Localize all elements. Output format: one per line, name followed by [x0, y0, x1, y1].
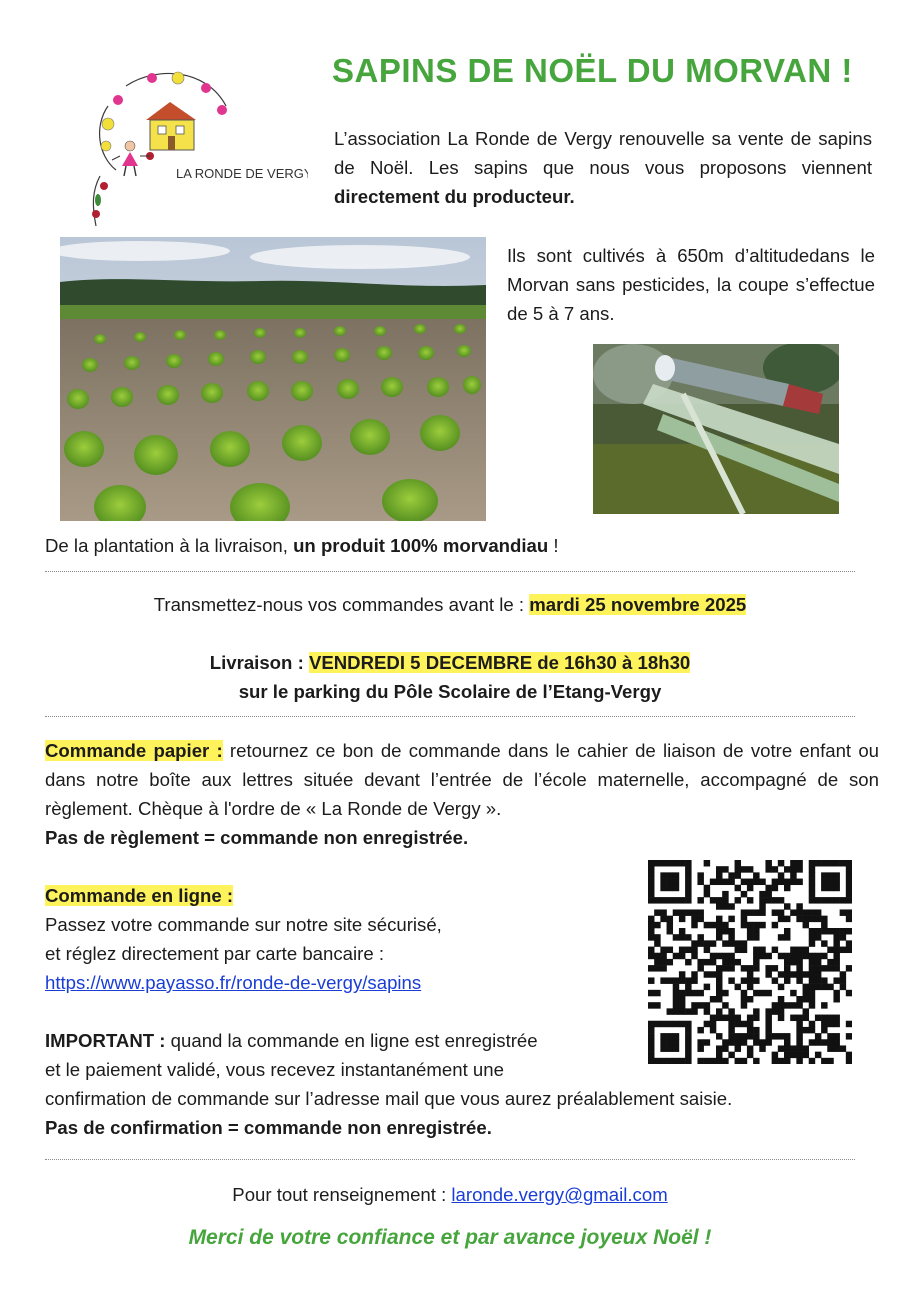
delivery-date: VENDREDI 5 DECEMBRE de 16h30 à 18h30: [308, 652, 691, 673]
important-line3: confirmation de commande sur l’adresse mail que vous aurez préalablement saisie.: [45, 1088, 733, 1109]
separator: [45, 716, 855, 717]
important-warning: Pas de confirmation = commande non enregistrée.: [45, 1117, 492, 1138]
separator: [45, 571, 855, 572]
tagline-prefix: De la plantation à la livraison,: [45, 535, 294, 556]
online-order-line2: et réglez directement par carte bancaire :: [45, 943, 384, 964]
association-logo: [86, 66, 308, 232]
tagline: [45, 531, 559, 560]
tagline-suffix: !: [548, 535, 559, 556]
intro-bold-text: directement du producteur.: [334, 186, 575, 207]
online-order-section: [45, 881, 635, 997]
page-title: SAPINS DE NOËL DU MORVAN !: [332, 52, 853, 89]
delivery-location: sur le parking du Pôle Scolaire de l’Etang-Vergy: [238, 681, 662, 702]
paper-order-section: [45, 736, 879, 852]
contact-label: Pour tout renseignement :: [232, 1184, 452, 1205]
paper-order-text: retournez ce bon de commande dans le cahier de liaison de votre enfant ou dans notre boîte aux lettres située devant l’entrée de l’école maternelle, accompagné de son règlement. Chèque à l'ordre de « La Ronde de Vergy ».: [45, 740, 879, 819]
important-section: [45, 1026, 879, 1142]
deadline-line: [45, 590, 855, 619]
deadline-date: mardi 25 novembre 2025: [529, 594, 747, 615]
intro-paragraph: [334, 124, 872, 211]
important-line2: et le paiement validé, vous recevez instantanément une: [45, 1059, 504, 1080]
deadline-label: Transmettez-nous vos commandes avant le :: [153, 594, 530, 615]
tagline-bold: un produit 100% morvandiau: [293, 535, 549, 556]
separator: [45, 1159, 855, 1160]
important-line1: quand la commande en ligne est enregistrée: [165, 1030, 538, 1051]
paper-order-warning: Pas de règlement = commande non enregistrée.: [45, 827, 469, 848]
logo-text: LA RONDE DE VERGY: [176, 166, 308, 181]
tree-netting-photo: [593, 344, 839, 514]
contact-line: [45, 1180, 855, 1209]
online-order-line1: Passez votre commande sur notre site sécurisé,: [45, 914, 442, 935]
order-url-link[interactable]: https://www.payasso.fr/ronde-de-vergy/sapins: [45, 972, 422, 993]
intro-text: L’association La Ronde de Vergy renouvelle sa vente de sapins de Noël. Les sapins que nous vous proposons viennent: [334, 128, 872, 178]
paper-order-heading: Commande papier :: [45, 740, 223, 761]
cultivation-paragraph: Ils sont cultivés à 650m d’altitudedans le Morvan sans pesticides, la coupe s’effectue de 5 à 7 ans.: [507, 245, 875, 324]
delivery-block: [45, 648, 855, 706]
important-label: IMPORTANT :: [45, 1030, 166, 1051]
online-order-heading: Commande en ligne :: [45, 885, 234, 906]
thanks-message: Merci de votre confiance et par avance joyeux Noël !: [188, 1226, 712, 1249]
delivery-label: Livraison :: [209, 652, 309, 673]
contact-email-link[interactable]: laronde.vergy@gmail.com: [451, 1184, 668, 1205]
field-photo: [60, 237, 486, 521]
